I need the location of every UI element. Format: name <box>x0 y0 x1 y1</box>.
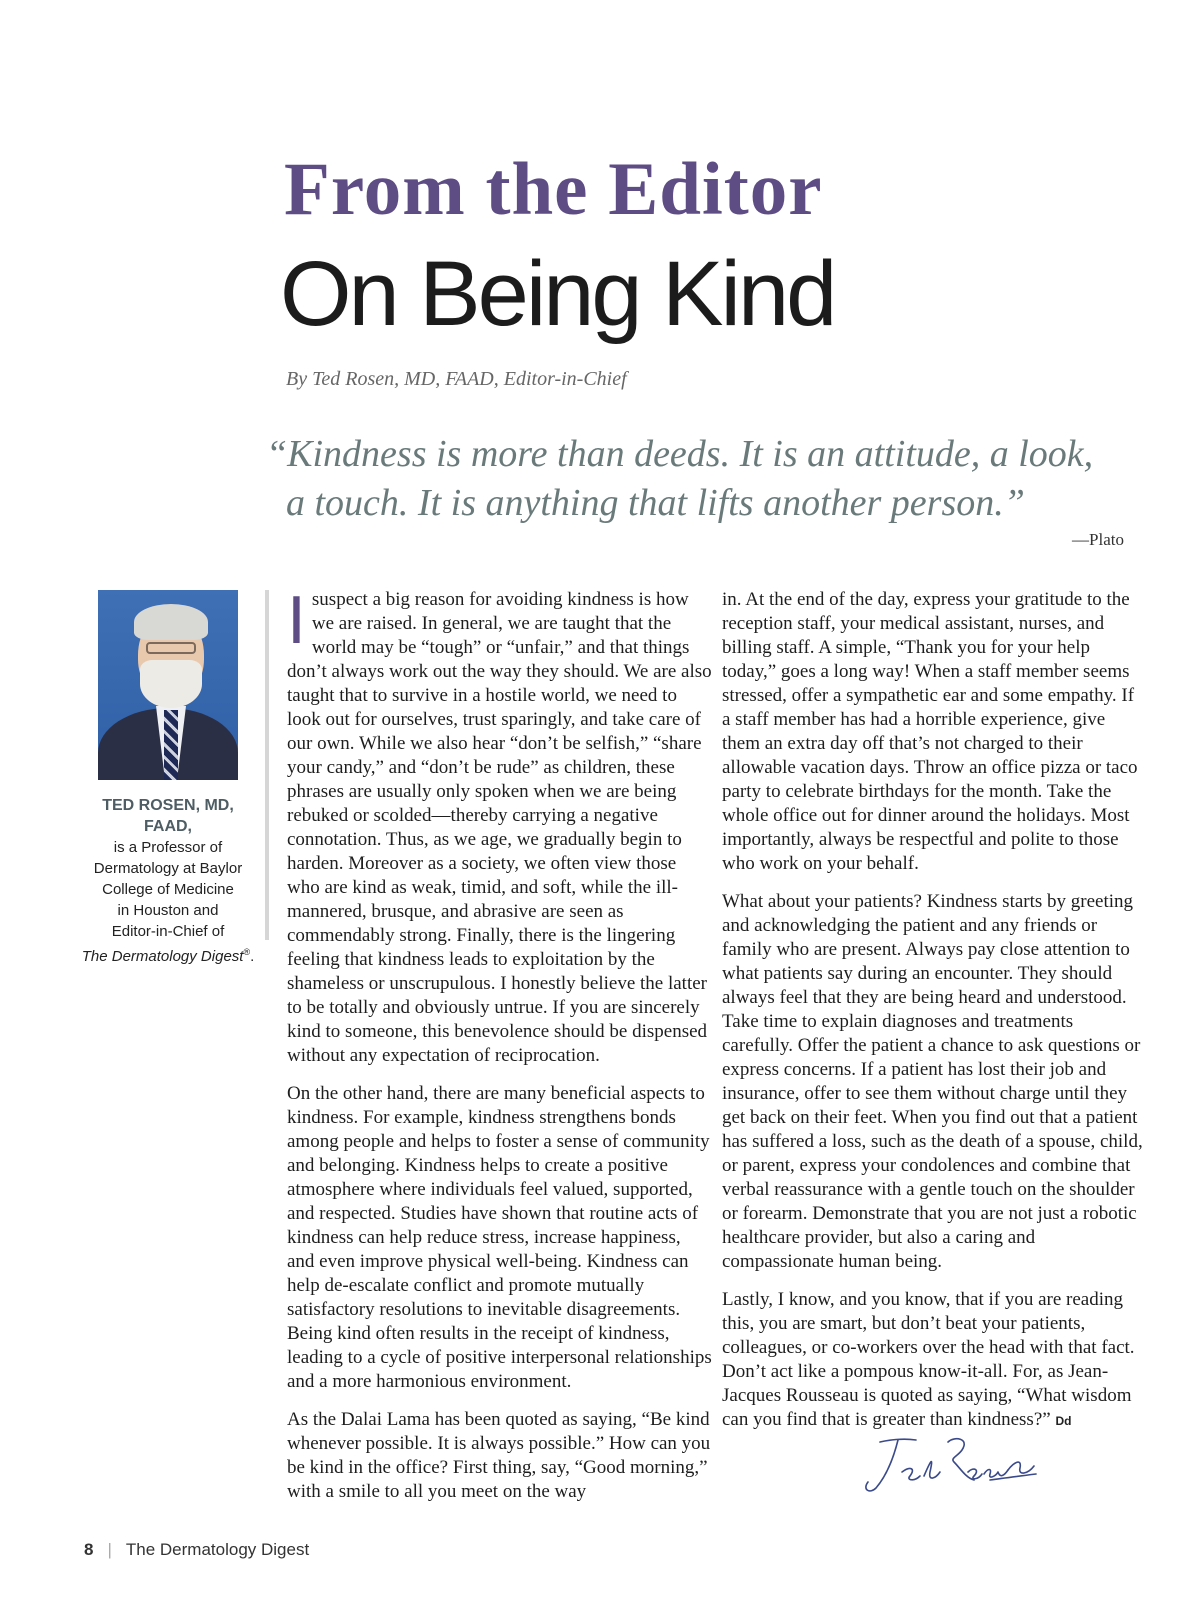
author-bio <box>78 795 258 967</box>
pull-quote-line-2: a touch. It is anything that lifts another person.” <box>286 482 1025 524</box>
article-title: On Being Kind <box>280 243 835 345</box>
paragraph-text: Lastly, I know, and you know, that if you are reading this, you are smart, but don’t beat your patients, colleagues, or co-workers over the head with that fact. Don’t act like a pompous know-it-all. For, as Jean-Jacques Rousseau is quoted as saying, “What wisdom can you find that is greater than kindness?” <box>722 1289 1135 1430</box>
author-name: TED ROSEN, MD, FAAD, <box>102 797 234 835</box>
article-column-left <box>287 582 712 1518</box>
bio-line: College of Medicine <box>102 881 234 898</box>
page-number: 8 <box>84 1540 94 1559</box>
pull-quote <box>266 430 1166 528</box>
bio-line: in Houston and <box>117 902 219 919</box>
bio-line: is a Professor of <box>113 839 223 856</box>
paragraph: As the Dalai Lama has been quoted as saying, “Be kind whenever possible. It is always possible.” How can you be kind in the office? First thing, say, “Good morning,” with a smile to all you meet on the way <box>287 1409 711 1502</box>
signature-image <box>858 1432 1038 1502</box>
bio-publication: The Dermatology Digest <box>81 948 244 965</box>
photo-tie <box>164 710 178 780</box>
registered-mark: ® <box>243 947 251 957</box>
paragraph <box>287 582 712 1068</box>
photo-hair <box>134 604 208 640</box>
section-kicker: From the Editor <box>284 148 823 231</box>
photo-beard <box>140 660 202 708</box>
bio-line: Editor-in-Chief of <box>111 923 225 940</box>
photo-glasses <box>146 642 196 654</box>
byline: By Ted Rosen, MD, FAAD, Editor-in-Chief <box>286 368 627 390</box>
bio-line: Dermatology at Baylor <box>93 860 243 877</box>
bio-publication-line <box>78 942 258 967</box>
paragraph-text: suspect a big reason for avoiding kindness is how we are raised. In general, we are taught that the world may be “tough” or “unfair,” and that things don’t always work out the way they should. We are also taught that to survive in a hostile world, we need to look out for ourselves, trust sparingly, and take care of our own. While we also hear “don’t be selfish,” “share your candy,” and “don’t be rude” as children, these phrases are usually only spoken when we are being rebuked or scolded—thereby carrying a negative connotation. Thus, as we age, we gradually begin to harden. Moreover as a society, we often view those who are kind as weak, timid, and soft, while the ill-mannered, brusque, and abrasive are seen as commendably strong. Finally, there is the lingering feeling that kindness leads to exploitation by the shameless or unscrupulous. I honestly believe the latter to be totally and obviously untrue. If you are sincerely kind to someone, this benevolence should be dispensed without any expectation of reciprocation. <box>287 589 712 1066</box>
author-photo <box>98 590 238 780</box>
quote-attribution: —Plato <box>1072 530 1124 549</box>
drop-cap: I <box>287 582 306 658</box>
paragraph: On the other hand, there are many beneficial aspects to kindness. For example, kindness strengthens bonds among people and helps to foster a sense of community and belonging. Kindness helps to create a positive atmosphere where individuals feel valued, supported, and respected. Studies have shown that routine acts of kindness can help reduce stress, increase happiness, and even improve physical well-being. Kindness can help de-escalate conflict and promote mutually satisfactory resolutions to inevitable disagreements. Being kind often results in the receipt of kindness, leading to a cycle of positive interpersonal relationships and a more harmonious environment. <box>287 1083 712 1392</box>
paragraph <box>722 1288 1147 1433</box>
page-footer <box>84 1540 309 1560</box>
footer-publication: The Dermatology Digest <box>125 1540 310 1559</box>
bio-period: . <box>250 948 255 965</box>
paragraph: What about your patients? Kindness starts by greeting and acknowledging the patient and any friends or family who are present. Always pay close attention to what patients say during an encounter. They should always feel that they are being heard and understood. Take time to explain diagnoses and treatments carefully. Offer the patient a chance to ask questions or express concerns. If a patient has lost their job and insurance, offer to see them without charge until they get back on their feet. When you find out that a patient has suffered a loss, such as the death of a spouse, child, or parent, express your condolences and combine that verbal reassurance with a gentle touch on the shoulder or forearm. Demonstrate that you are not just a robotic healthcare provider, but also a caring and compassionate human being. <box>722 891 1143 1272</box>
article-column-right <box>722 588 1147 1447</box>
pull-quote-line-1: “Kindness is more than deeds. It is an attitude, a look, <box>266 433 1094 475</box>
end-mark: Dd <box>1055 1414 1072 1428</box>
paragraph: in. At the end of the day, express your gratitude to the reception staff, your medical assistant, nurses, and billing staff. A simple, “Thank you for your help today,” goes a long way! When a staff member seems stressed, offer a sympathetic ear and some empathy. If a staff member has had a horrible experience, give them an extra day off that’s not charged to their allowable vacation days. Throw an office pizza or taco party to celebrate birthdays for the month. Take the whole office out for dinner around the holidays. Most importantly, always be respectful and polite to those who work on your behalf. <box>722 589 1138 874</box>
column-rule <box>265 590 269 940</box>
footer-separator: | <box>107 1540 112 1559</box>
